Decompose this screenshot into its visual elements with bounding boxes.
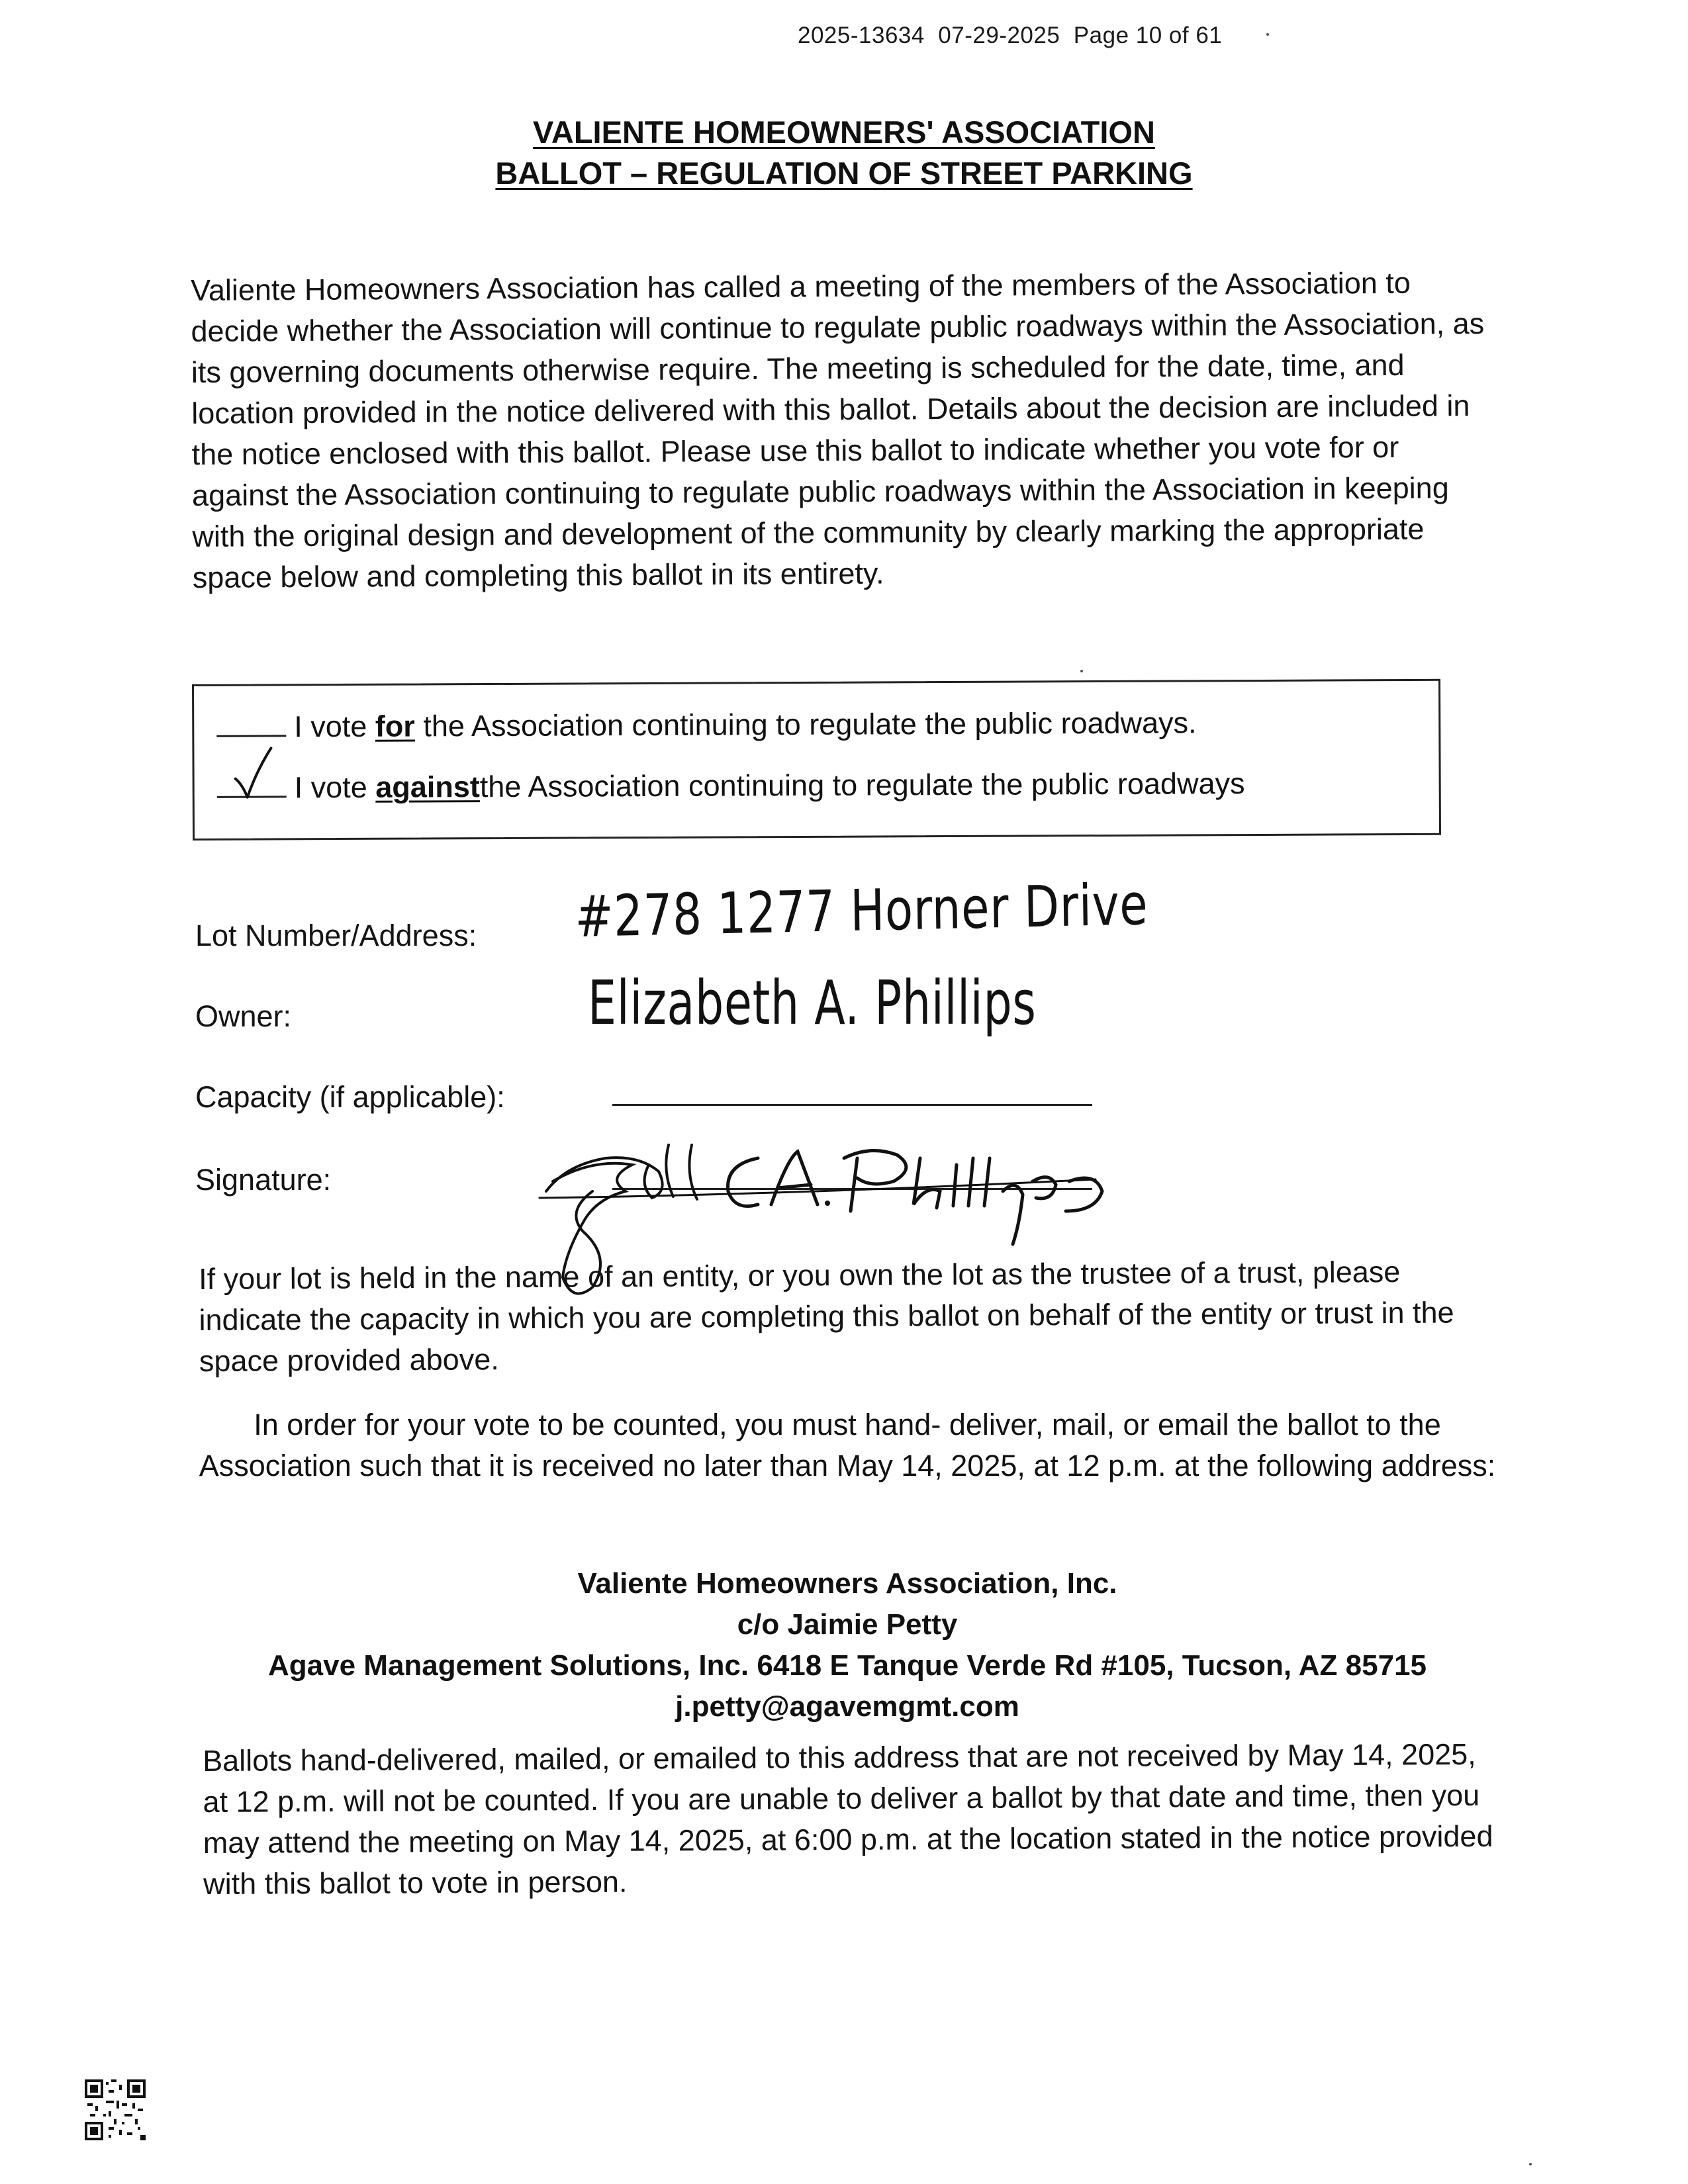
address-line-attention: c/o Jaimie Petty <box>737 1608 958 1641</box>
address-line-email: j.petty@agavemgmt.com <box>675 1690 1019 1723</box>
owner-label: Owner: <box>195 999 292 1033</box>
scan-speck <box>1529 2163 1532 2165</box>
lot-address-value[interactable]: #278 1277 Horner Drive <box>575 872 1149 950</box>
ballot-title: BALLOT – REGULATION OF STREET PARKING <box>495 156 1193 191</box>
address-line-street: Agave Management Solutions, Inc. 6418 E Tanque Verde Rd #105, Tucson, AZ 85715 <box>268 1649 1427 1682</box>
vote-options-box <box>192 679 1441 841</box>
mailing-address <box>199 1563 1496 1727</box>
intro-paragraph: Valiente Homeowners Association has called a meeting of the members of the Association to decide whether the Association will continue to regulate public roadways within the Association, as its governing documents otherwise require. The meeting is scheduled for the date, time, and location provided in the notice delivered with this ballot. Details about the decision are included in the notice enclosed with this ballot. Please use this ballot to indicate whether you vote for or against the Association continuing to regulate public roadways within the Association in keeping with the original design and development of the community by clearly marking the appropriate space below and completing this ballot in its entirety. <box>191 265 1485 594</box>
vote-against-prefix: I vote <box>294 770 367 805</box>
qr-code-icon <box>85 2079 146 2140</box>
late-ballot-notice: Ballots hand-delivered, mailed, or emailed to this address that are not received by May 14, 2025, at 12 p.m. will not be counted. If you are unable to deliver a ballot by that date and time, then you may attend the meeting on May 14, 2025, at 6:00 p.m. at the location stated in the notice provided with this ballot to vote in person. <box>203 1737 1493 1901</box>
address-line-association: Valiente Homeowners Association, Inc. <box>577 1567 1117 1600</box>
page-indicator: Page 10 of 61 <box>1073 23 1223 48</box>
signature-label: Signature: <box>195 1163 332 1197</box>
checkmark-icon <box>230 744 283 803</box>
association-title: VALIENTE HOMEOWNERS' ASSOCIATION <box>533 114 1155 150</box>
capacity-label: Capacity (if applicable): <box>195 1080 505 1114</box>
scan-speck <box>1266 33 1269 36</box>
deadline-instructions: In order for your vote to be counted, you must hand- deliver, mail, or email the ballot to the Association such that it is received no later than May 14, 2025, at 12 p.m. at the following address: <box>199 1408 1496 1482</box>
vote-option-for[interactable] <box>216 702 1197 744</box>
vote-against-blank[interactable] <box>217 766 287 797</box>
recording-date: 07-29-2025 <box>938 23 1060 48</box>
vote-for-text: the Association continuing to regulate the public roadways. <box>423 705 1197 743</box>
vote-against-keyword: against <box>375 770 480 804</box>
vote-against-text: the Association continuing to regulate the public roadways <box>479 766 1245 804</box>
owner-value[interactable]: Elizabeth A. Phillips <box>588 968 1037 1038</box>
lot-address-label: Lot Number/Address: <box>195 919 477 952</box>
capacity-instructions: If your lot is held in the name of an entity, or you own the lot as the trustee of a trust, please indicate the capacity in which you are completing this ballot on behalf of the entity or trust in the space provided above. <box>199 1254 1454 1378</box>
scan-speck <box>1080 670 1083 672</box>
vote-option-against[interactable] <box>217 762 1245 805</box>
recording-stamp <box>798 23 1274 49</box>
capacity-field-line[interactable] <box>612 1104 1092 1106</box>
vote-for-blank[interactable] <box>216 705 286 737</box>
vote-for-prefix: I vote <box>294 709 367 744</box>
document-number: 2025-13634 <box>798 23 925 48</box>
vote-for-keyword: for <box>375 709 415 743</box>
